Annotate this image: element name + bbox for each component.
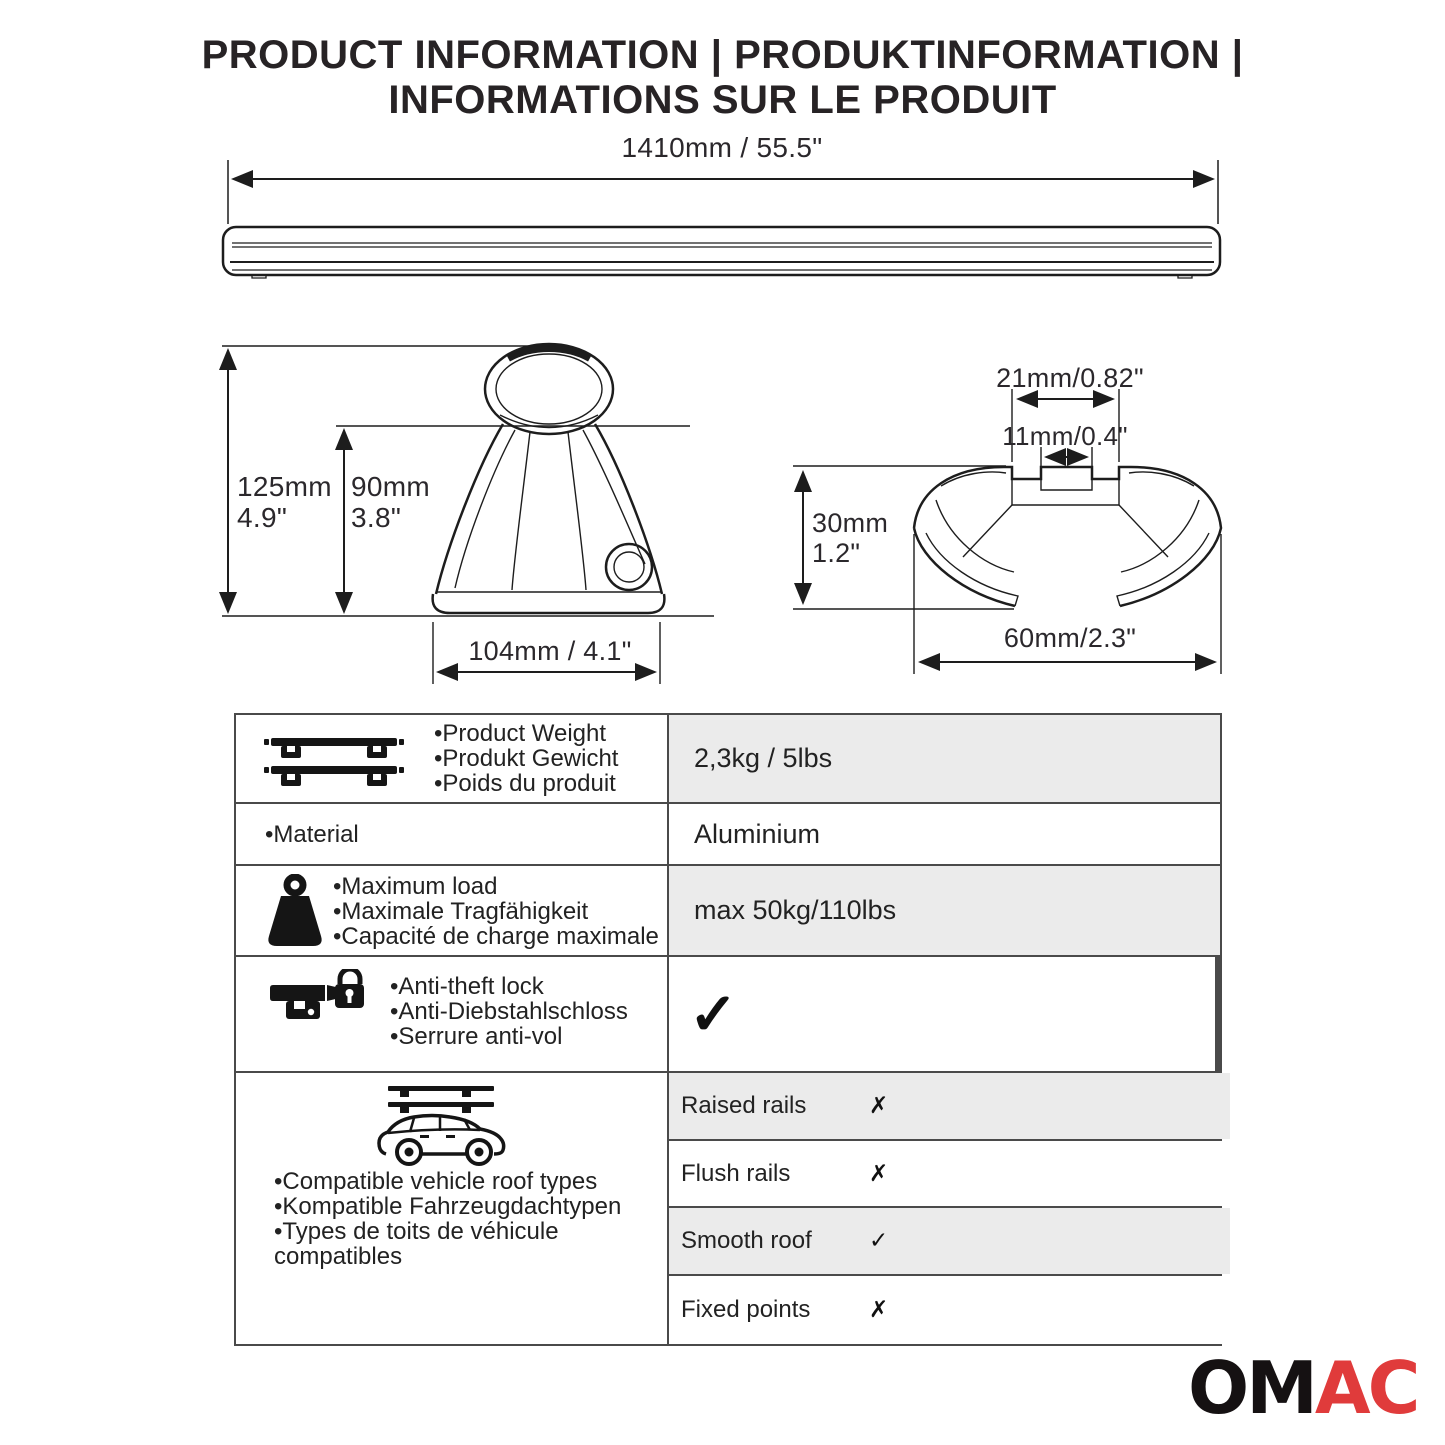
product-weight-labels: •Product Weight •Produkt Gewicht •Poids du produit <box>434 720 619 797</box>
page-title-line2: INFORMATIONS SUR LE PRODUIT <box>388 78 1057 122</box>
roof-type-raised-rails-label: Raised rails <box>669 1073 869 1139</box>
roof-type-smooth-roof-label: Smooth roof <box>669 1208 869 1274</box>
dim-label-profile-slot-width: 11mm/0.4" <box>1002 421 1128 451</box>
dim-label-profile-top-width: 21mm/0.82" <box>996 363 1144 393</box>
max-load-labels: •Maximum load •Maximale Tragfähigkeit •Capacité de charge maximale <box>333 873 659 950</box>
cell-anti-theft-label <box>236 957 667 1071</box>
roof-type-flush-rails-value: ✗ <box>859 1141 1230 1206</box>
roof-type-smooth-roof-value: ✓ <box>859 1208 1230 1274</box>
max-load-value: max 50kg/110lbs <box>669 866 1220 955</box>
spec-table <box>234 713 1222 1346</box>
weight-icon <box>266 874 324 950</box>
omac-logo <box>1188 1346 1418 1430</box>
foot-side-view <box>433 344 665 613</box>
cell-max-load-label <box>236 866 667 955</box>
omac-logo-black-letters: OM <box>1188 1346 1315 1430</box>
cell-roof-types-label <box>236 1073 667 1344</box>
anti-theft-value-check: ✓ <box>669 957 1215 1071</box>
dim-label-profile-width: 60mm/2.3" <box>1003 623 1137 653</box>
material-label: •Material <box>265 821 359 848</box>
dim-label-foot-width: 104mm / 4.1" <box>468 636 632 666</box>
lock-cylinder <box>606 544 652 590</box>
roof-type-fixed-points-value: ✗ <box>859 1276 1230 1344</box>
material-value: Aluminium <box>669 804 1220 864</box>
roof-bars-icon <box>264 735 404 789</box>
dim-label-foot-inner-height: 90mm 3.8" <box>351 471 430 533</box>
cell-material-label <box>236 804 667 864</box>
dim-label-bar-length: 1410mm / 55.5" <box>621 132 823 163</box>
roof-types-labels: •Compatible vehicle roof types •Kompatible Fahrzeugdachtypen •Types de toits de véhicule compatibles <box>274 1168 622 1270</box>
product-weight-value: 2,3kg / 5lbs <box>669 715 1220 802</box>
anti-theft-labels: •Anti-theft lock •Anti-Diebstahlschloss •Serrure anti-vol <box>390 973 628 1050</box>
roof-type-flush-rails-label: Flush rails <box>669 1141 869 1206</box>
page-title-line1: PRODUCT INFORMATION | PRODUKTINFORMATION | <box>201 33 1244 77</box>
dim-label-profile-height: 30mm 1.2" <box>812 508 889 568</box>
cell-product-weight-label <box>236 715 667 802</box>
dim-label-foot-height: 125mm 4.9" <box>237 471 332 533</box>
roof-type-fixed-points-label: Fixed points <box>669 1276 869 1344</box>
crossbar-front-view <box>223 227 1220 275</box>
omac-logo-red-letters: AC <box>1314 1346 1418 1430</box>
anti-theft-lock-icon <box>270 969 364 1023</box>
roof-type-raised-rails-value: ✗ <box>859 1073 1230 1139</box>
bar-cross-section <box>914 467 1221 606</box>
car-roof-icon <box>376 1086 506 1168</box>
